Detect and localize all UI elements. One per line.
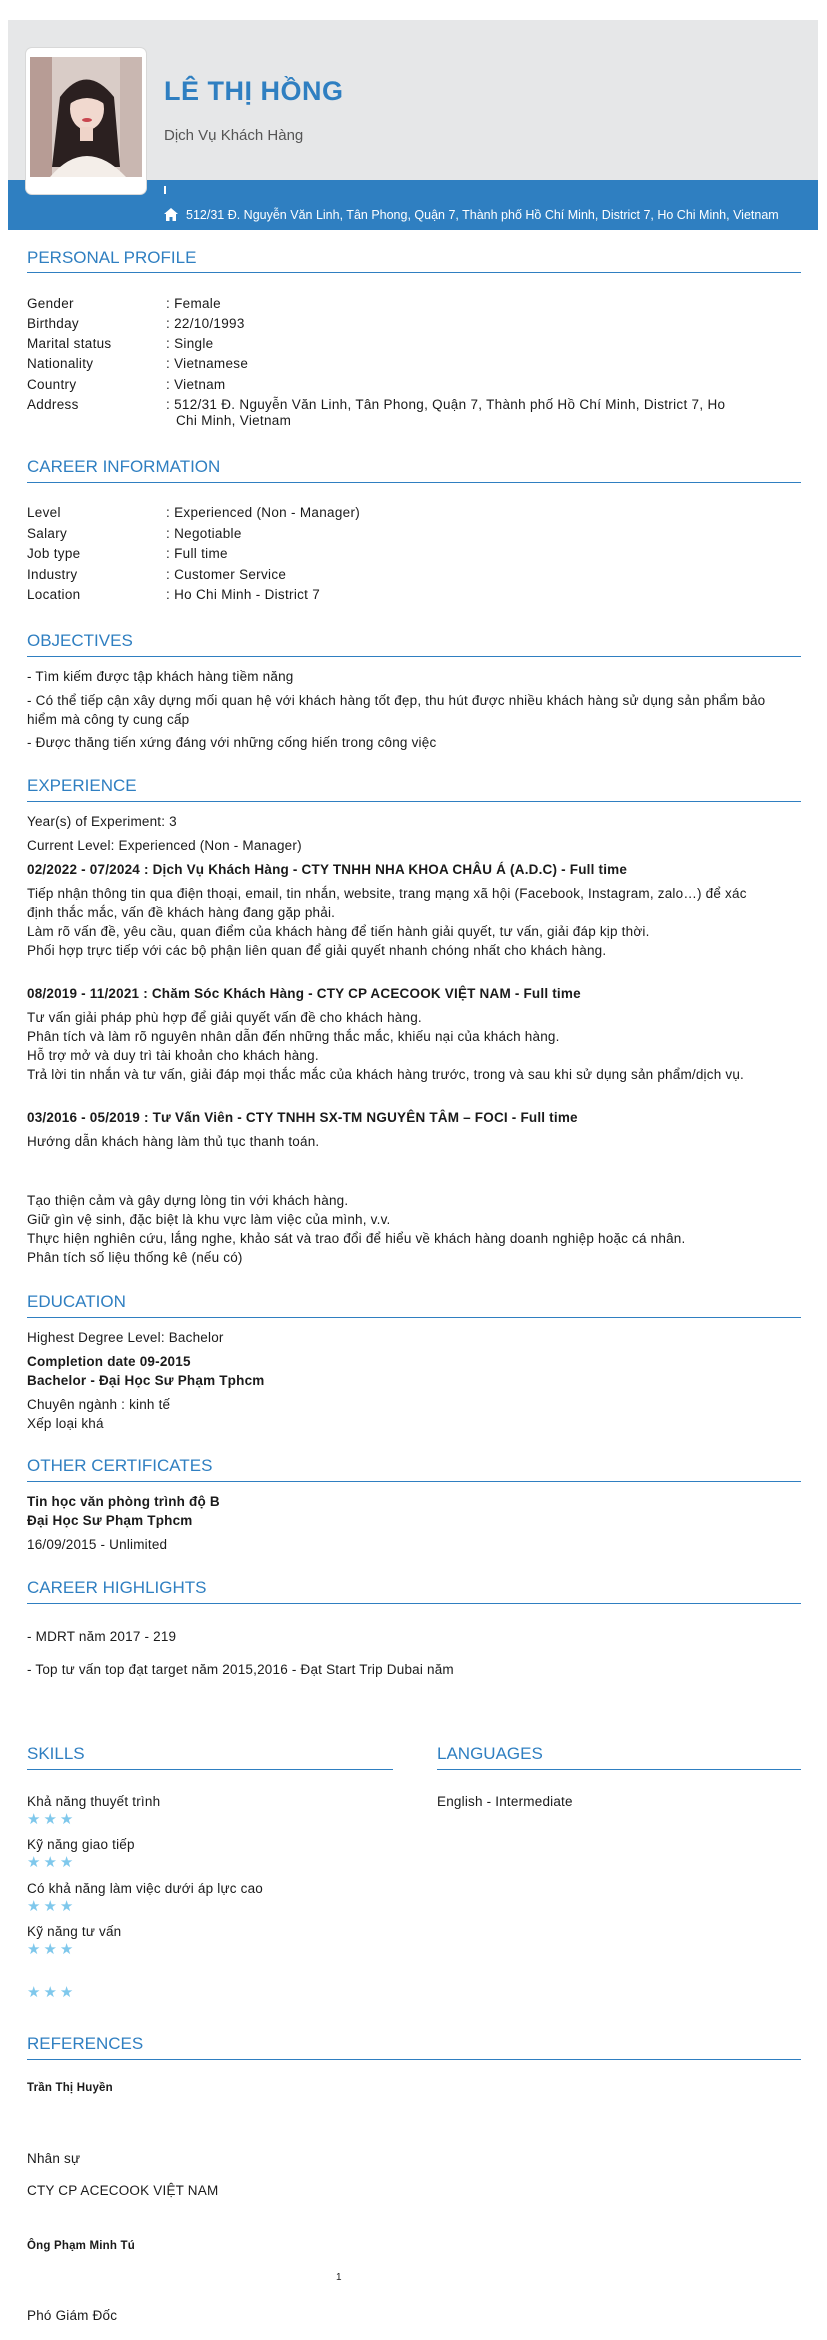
objective-item: - Tìm kiếm được tập khách hàng tiềm năng [27, 669, 294, 684]
header-address: 512/31 Đ. Nguyễn Văn Linh, Tân Phong, Quận 7, Thành phố Hồ Chí Minh, District 7, Ho Chi Minh, Vietnam [186, 208, 779, 222]
skills-title: SKILLS [27, 1744, 85, 1763]
education-title: EDUCATION [27, 1292, 126, 1311]
other-certificates-divider [27, 1481, 801, 1482]
languages-title: LANGUAGES [437, 1744, 543, 1763]
reference-company: CTY CP ACECOOK VIỆT NAM [27, 2183, 219, 2198]
career-highlight-item: - MDRT năm 2017 - 219 [27, 1629, 177, 1644]
language-item: English - Intermediate [437, 1794, 573, 1809]
profile-label: Birthday [27, 316, 79, 331]
skill-name: Khả năng thuyết trình [27, 1794, 161, 1809]
objective-item: - Được thăng tiến xứng đáng với những cống hiến trong công việc [27, 735, 437, 750]
job-heading: 08/2019 - 11/2021 : Chăm Sóc Khách Hàng - CTY CP ACECOOK VIỆT NAM - Full time [27, 986, 581, 1001]
career-highlight-item: - Top tư vấn top đạt target năm 2015,2016 - Đạt Start Trip Dubai năm [27, 1662, 454, 1677]
job-detail: Hỗ trợ mở và duy trì tài khoản cho khách hàng. [27, 1048, 319, 1063]
page-number: 1 [336, 2272, 342, 2283]
job-detail: Hướng dẫn khách hàng làm thủ tục thanh toán. [27, 1134, 320, 1149]
education-highest-degree: Highest Degree Level: Bachelor [27, 1330, 224, 1345]
references-divider [27, 2059, 801, 2060]
job-detail: Tiếp nhận thông tin qua điện thoại, email, tin nhắn, website, trang mạng xã hội (Facebook, Instagram, zalo…) để xác [27, 886, 747, 901]
reference-name: Ông Phạm Minh Tú [27, 2240, 135, 2252]
references-title: REFERENCES [27, 2034, 144, 2053]
job-detail: Trả lời tin nhắn và tư vấn, giải đáp mọi thắc mắc của khách hàng trước, trong và sau khi sử dụng sản phẩm/dịch vụ. [27, 1067, 744, 1082]
objectives-divider [27, 656, 801, 657]
career-label: Salary [27, 526, 68, 541]
profile-value: : Single [166, 336, 214, 351]
job-heading: 02/2022 - 07/2024 : Dịch Vụ Khách Hàng - CTY TNHH NHA KHOA CHÂU Á (A.D.C) - Full time [27, 862, 628, 877]
objective-item: - Có thể tiếp cận xây dựng mối quan hệ với khách hàng tốt đẹp, thu hút được nhiều khách hàng sử dụng sản phẩm bảo [27, 693, 766, 708]
experience-divider [27, 801, 801, 802]
career-value: : Customer Service [166, 567, 287, 582]
career-highlights-divider [27, 1603, 801, 1604]
job-detail: Phân tích số liệu thống kê (nếu có) [27, 1250, 243, 1265]
job-detail: Giữ gìn vệ sinh, đặc biệt là khu vực làm việc của mình, v.v. [27, 1212, 391, 1227]
profile-photo [30, 57, 142, 177]
job-detail: Phối hợp trực tiếp với các bộ phận liên quan để giải quyết nhanh chóng nhất cho khách hàng. [27, 943, 607, 958]
career-label: Job type [27, 546, 81, 561]
profile-label: Address [27, 397, 79, 412]
profile-photo-illustration [30, 57, 142, 177]
career-information-divider [27, 482, 801, 483]
objective-item-continued: hiểm mà công ty cung cấp [27, 712, 190, 727]
skill-name: Kỹ năng tư vấn [27, 1924, 122, 1939]
languages-divider [437, 1769, 801, 1770]
experience-current-level: Current Level: Experienced (Non - Manager) [27, 838, 302, 853]
reference-position: Phó Giám Đốc [27, 2308, 118, 2323]
job-detail: định thắc mắc, vấn đề khách hàng đang gặp phải. [27, 905, 336, 920]
education-rank: Xếp loại khá [27, 1416, 104, 1431]
career-value: : Ho Chi Minh - District 7 [166, 587, 321, 602]
profile-value-continued: Chi Minh, Vietnam [176, 413, 292, 428]
personal-profile-divider [27, 272, 801, 273]
certificate-period: 16/09/2015 - Unlimited [27, 1537, 168, 1552]
profile-value: : Female [166, 296, 221, 311]
skill-rating-stars: ★★★ [27, 1941, 77, 1958]
skill-rating-stars: ★★★ [27, 1898, 77, 1915]
candidate-job-title: Dịch Vụ Khách Hàng [164, 127, 304, 144]
career-highlights-title: CAREER HIGHLIGHTS [27, 1578, 207, 1597]
experience-years: Year(s) of Experiment: 3 [27, 814, 177, 829]
career-information-title: CAREER INFORMATION [27, 457, 221, 476]
job-heading: 03/2016 - 05/2019 : Tư Vấn Viên - CTY TNHH SX-TM NGUYÊN TÂM – FOCI - Full time [27, 1110, 578, 1125]
career-value: : Full time [166, 546, 228, 561]
skill-rating-stars: ★★★ [27, 1811, 77, 1828]
career-value: : Experienced (Non - Manager) [166, 505, 361, 520]
certificate-issuer: Đại Học Sư Phạm Tphcm [27, 1513, 193, 1528]
career-label: Location [27, 587, 81, 602]
reference-name: Trần Thị Huyền [27, 2082, 113, 2094]
skill-name: Kỹ năng giao tiếp [27, 1837, 135, 1852]
skills-divider [27, 1769, 393, 1770]
profile-label: Marital status [27, 336, 112, 351]
profile-value: : 512/31 Đ. Nguyễn Văn Linh, Tân Phong, Quận 7, Thành phố Hồ Chí Minh, District 7, Ho [166, 397, 726, 412]
job-detail: Làm rõ vấn đề, yêu cầu, quan điểm của khách hàng để tiến hành giải quyết, tư vấn, giải đáp kịp thời. [27, 924, 650, 939]
education-major: Chuyên ngành : kinh tế [27, 1397, 171, 1412]
profile-value: : Vietnam [166, 377, 226, 392]
education-completion-date: Completion date 09-2015 [27, 1354, 191, 1369]
skill-rating-stars: ★★★ [27, 1854, 77, 1871]
profile-label: Nationality [27, 356, 94, 371]
candidate-name: LÊ THỊ HỒNG [164, 76, 344, 106]
certificate-name: Tin học văn phòng trình độ B [27, 1494, 220, 1509]
experience-title: EXPERIENCE [27, 776, 137, 795]
profile-value: : 22/10/1993 [166, 316, 245, 331]
job-detail: Phân tích và làm rõ nguyên nhân dẫn đến những thắc mắc, khiếu nại của khách hàng. [27, 1029, 560, 1044]
other-certificates-title: OTHER CERTIFICATES [27, 1456, 213, 1475]
profile-label: Gender [27, 296, 74, 311]
reference-position: Nhân sự [27, 2151, 81, 2166]
skill-name: Có khả năng làm việc dưới áp lực cao [27, 1881, 263, 1896]
profile-label: Country [27, 377, 77, 392]
career-label: Level [27, 505, 61, 520]
contact-marker [164, 186, 166, 194]
job-detail: Thực hiện nghiên cứu, lắng nghe, khảo sát và trao đổi để hiểu về khách hàng doanh nghiệp hoặc cá nhân. [27, 1231, 686, 1246]
skill-rating-stars: ★★★ [27, 1984, 77, 2001]
objectives-title: OBJECTIVES [27, 631, 133, 650]
education-divider [27, 1317, 801, 1318]
career-label: Industry [27, 567, 78, 582]
job-detail: Tư vấn giải pháp phù hợp để giải quyết vấn đề cho khách hàng. [27, 1010, 422, 1025]
profile-value: : Vietnamese [166, 356, 249, 371]
career-value: : Negotiable [166, 526, 242, 541]
education-school: Bachelor - Đại Học Sư Phạm Tphcm [27, 1373, 265, 1388]
job-detail: Tạo thiện cảm và gây dựng lòng tin với khách hàng. [27, 1193, 349, 1208]
home-icon [164, 208, 178, 226]
personal-profile-title: PERSONAL PROFILE [27, 248, 197, 267]
